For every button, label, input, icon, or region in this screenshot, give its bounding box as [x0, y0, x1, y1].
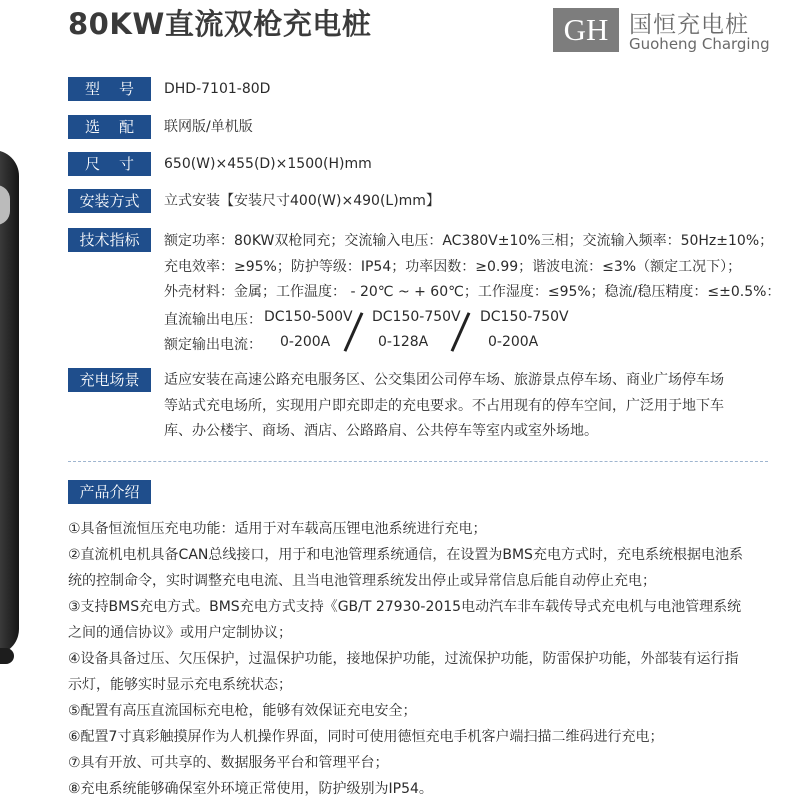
- tech-line: 额定功率：80KW双枪同充；交流输入电压：AC380V±10%三相；交流输入频率：50Hz±10%；: [164, 233, 774, 249]
- intro-line: ①具备恒流恒压充电功能：适用于对车载高压锂电池系统进行充电；: [68, 521, 487, 537]
- tech-line: 外壳材料：金属；工作温度： - 20℃ ~ + 60℃；工作湿度：≤95%；稳流/稳压精度：≤±0.5%：: [164, 284, 781, 300]
- dc-current-value: 0-200A: [488, 334, 539, 350]
- intro-line: ⑧充电系统能够确保室外环境正常使用，防护级别为IP54。: [68, 781, 433, 797]
- dc-current-value: 0-128A: [378, 334, 429, 350]
- tech-line: 充电效率：≥95%；防护等级：IP54；功率因数：≥0.99；谐波电流：≤3%（额定工况下）；: [164, 258, 742, 275]
- spec-value: 联网版/单机版: [164, 119, 253, 135]
- spec-value: 650(W)×455(D)×1500(H)mm: [164, 156, 372, 172]
- scene-line: 等站式充电场所，实现用户即充即走的充电要求。不占用现有的停车空间，广泛用于地下车: [164, 397, 724, 414]
- intro-line: 之间的通信协议》或用户定制协议；: [68, 625, 292, 641]
- charger-product-image: [0, 150, 19, 655]
- intro-section-title: 产品介绍: [68, 480, 151, 504]
- dc-current-label: 额定输出电流：: [164, 337, 262, 353]
- intro-text: [68, 516, 743, 802]
- spec-label: 选 配: [68, 115, 151, 139]
- spec-value: 立式安装【安装尺寸400(W)×490(L)mm】: [164, 193, 440, 209]
- intro-line: ②直流机电机具备CAN总线接口，用于和电池管理系统通信，在设置为BMS充电方式时，充电系统根据电池系: [68, 547, 743, 563]
- dc-voltage-value: DC150-500V: [264, 309, 353, 325]
- page-title: 80KW直流双枪充电桩: [68, 7, 372, 41]
- tech-spec-text: [164, 229, 780, 306]
- section-divider: [68, 461, 768, 462]
- intro-line: ③支持BMS充电方式。BMS充电方式支持《GB/T 27930-2015电动汽车非车载传导式充电机与电池管理系统: [68, 599, 742, 615]
- intro-line: ⑤配置有高压直流国标充电枪，能够有效保证充电安全；: [68, 703, 417, 719]
- intro-line: ⑦具有开放、可共享的、数据服务平台和管理平台；: [68, 755, 389, 771]
- intro-line: 示灯，能够实时显示充电系统状态；: [68, 677, 292, 693]
- intro-line: ④设备具备过压、欠压保护，过温保护功能，接地保护功能，过流保护功能，防雷保护功能，外部装有运行指: [68, 651, 739, 667]
- spec-label: 技术指标: [68, 228, 151, 252]
- charger-foot: [0, 648, 14, 664]
- intro-line: 统的控制命令，实时调整充电电流、且当电池管理系统发出停止或异常信息后能自动停止充电；: [68, 573, 656, 589]
- spec-label: 充电场景: [68, 368, 151, 392]
- logo-name-cn: 国恒充电桩: [629, 12, 749, 38]
- scene-line: 适应安装在高速公路充电服务区、公交集团公司停车场、旅游景点停车场、商业广场停车场: [164, 372, 724, 388]
- scene-text: [164, 368, 724, 445]
- dc-voltage-label: 直流输出电压：: [164, 312, 262, 328]
- logo-name-en: Guoheng Charging: [629, 35, 770, 53]
- spec-value: DHD-7101-80D: [164, 81, 271, 97]
- spec-label: 型 号: [68, 77, 151, 101]
- spec-label: 尺 寸: [68, 152, 151, 176]
- dc-voltage-value: DC150-750V: [480, 309, 569, 325]
- dc-voltage-value: DC150-750V: [372, 309, 461, 325]
- scene-line: 库、办公楼宇、商场、酒店、公路路肩、公共停车等室内或室外场地。: [164, 423, 598, 439]
- dc-current-value: 0-200A: [280, 334, 331, 350]
- spec-label: 安装方式: [68, 189, 151, 213]
- intro-line: ⑥配置7寸真彩触摸屏作为人机操作界面，同时可使用德恒充电手机客户端扫描二维码进行充电；: [68, 729, 664, 745]
- logo-mark: GH: [553, 8, 619, 52]
